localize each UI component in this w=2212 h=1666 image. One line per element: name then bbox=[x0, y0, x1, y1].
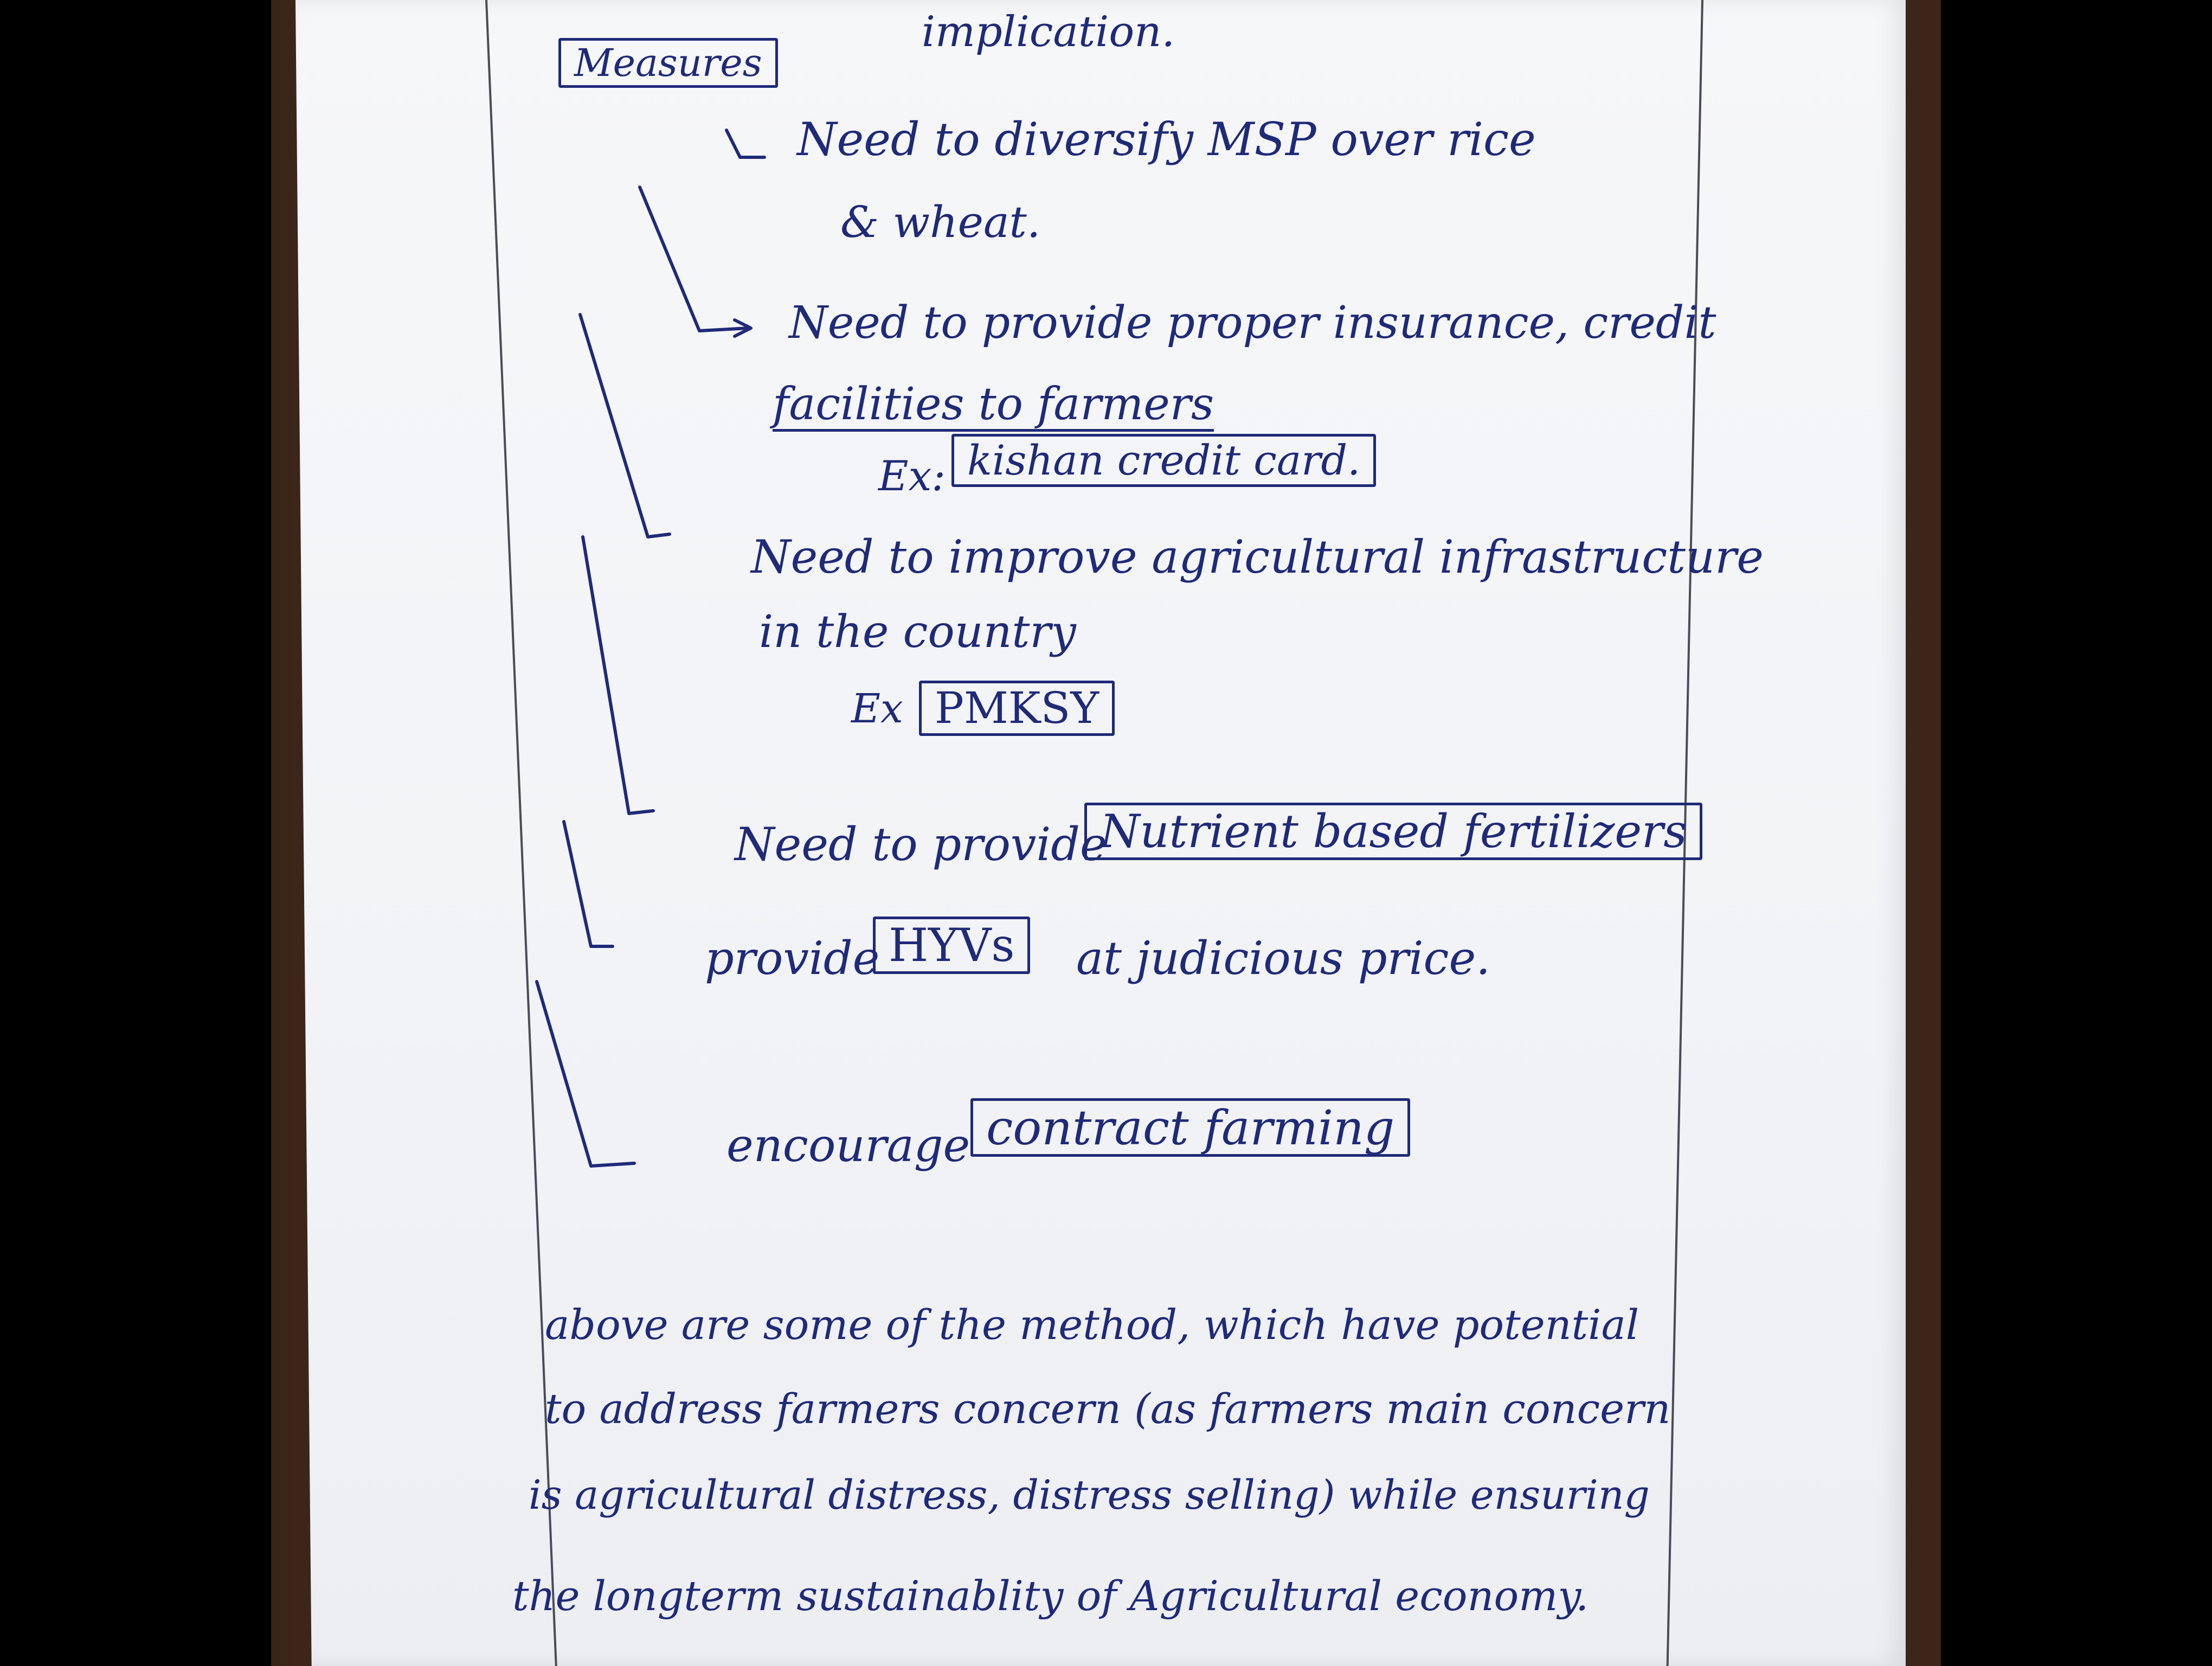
point3-line1: Need to improve agricultural infrastructure bbox=[751, 530, 1764, 584]
arrow-fifth-point bbox=[564, 822, 613, 946]
arrow-fourth-point bbox=[583, 537, 653, 813]
arrow-second-point bbox=[640, 187, 751, 336]
arrow-first-point bbox=[726, 130, 764, 157]
arrow-third-point bbox=[580, 315, 670, 537]
conclusion-line1: above are some of the method, which have potential bbox=[545, 1300, 1639, 1349]
point2-example-box: kishan credit card. bbox=[951, 434, 1376, 487]
point1-line2: & wheat. bbox=[840, 197, 1041, 247]
conclusion-line4: the longterm sustainablity of Agricultural economy. bbox=[512, 1572, 1589, 1620]
heading-implication: implication. bbox=[922, 8, 1175, 56]
point5-prefix: provide bbox=[705, 932, 880, 985]
point3-example-prefix: Ex bbox=[851, 685, 903, 732]
point3-example-box: PMKSY bbox=[919, 681, 1115, 736]
point2-example-prefix: Ex: bbox=[878, 452, 946, 500]
conclusion-line2: to address farmers concern (as farmers main concern bbox=[545, 1385, 1671, 1433]
point3-line2: in the country bbox=[759, 606, 1076, 658]
point2-line2: facilities to farmers bbox=[773, 382, 1214, 432]
point6-prefix: encourage bbox=[726, 1119, 970, 1172]
point5-boxed: HYVs bbox=[873, 917, 1030, 974]
measures-label: Measures bbox=[558, 38, 778, 88]
point1-line1: Need to diversify MSP over rice bbox=[797, 113, 1536, 166]
arrow-sixth-point bbox=[537, 982, 634, 1166]
conclusion-line3: is agricultural distress, distress selling) while ensuring bbox=[529, 1472, 1650, 1518]
point4-boxed: Nutrient based fertilizers bbox=[1084, 803, 1702, 860]
point6-boxed: contract farming bbox=[970, 1098, 1410, 1157]
point5-suffix: at judicious price. bbox=[1076, 932, 1490, 985]
point2-line1: Need to provide proper insurance, credit bbox=[789, 297, 1716, 349]
point4-prefix: Need to provide bbox=[735, 818, 1107, 871]
